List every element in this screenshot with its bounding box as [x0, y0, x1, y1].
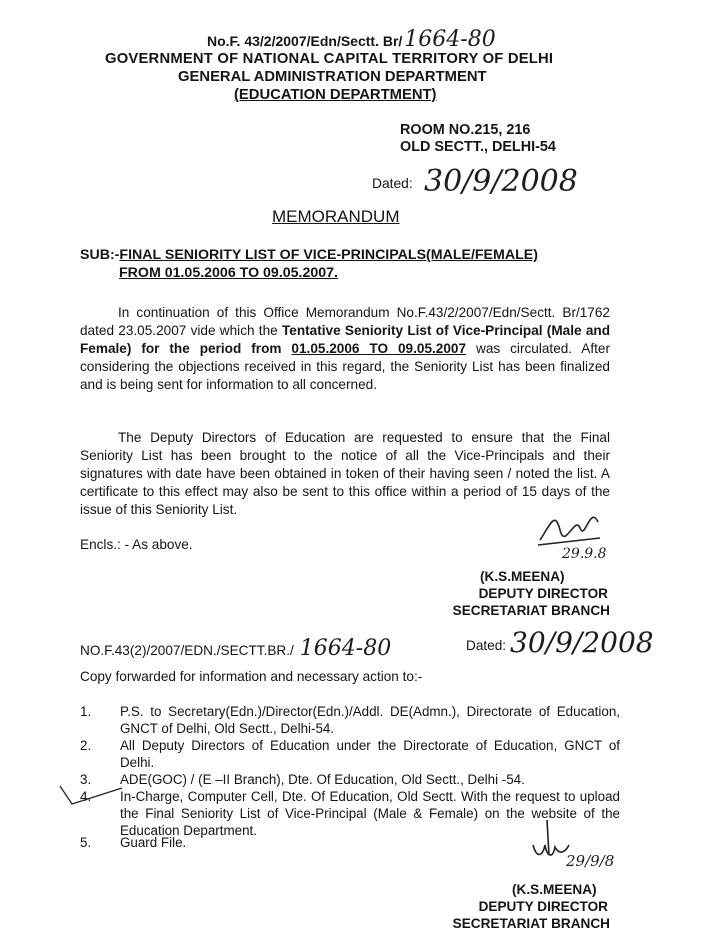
signature-1-scribble	[530, 500, 620, 550]
para1-text-1: In continuation of this Office Memorandum No.F.43/2/2007/Edn/Sectt. Br/1762 dated 23.05.2007 vide which the	[80, 305, 610, 338]
department-heading: GENERAL ADMINISTRATION DEPARTMENT	[178, 69, 487, 85]
copy-handwritten-date: 30/9/2008	[510, 626, 654, 659]
signatory-branch: SECRETARIAT BRANCH	[452, 603, 610, 618]
copy-date-label: Dated:	[466, 638, 507, 653]
handwritten-file-number: 1664-80	[404, 27, 496, 52]
para1-text-2: was circulated. After considering the objections received in this regard, the Seniority List has been finalized and is being sent for information to all concerned.	[80, 341, 611, 392]
list-item-text: In-Charge, Computer Cell, Dte. Of Education, Old Sectt. With the request to upload the Final Seniority List of Vice-Principal (Male & Female) on the website of the Education Department.	[120, 789, 620, 838]
list-item-number: 5.	[80, 835, 92, 850]
signature-block-2	[430, 881, 610, 932]
signatory-name: (K.S.MEENA)	[512, 882, 597, 897]
date-label: Dated:	[372, 176, 413, 191]
signature-block-1	[430, 568, 610, 619]
enclosures-note: Encls.: - As above.	[80, 537, 193, 552]
copy-handwritten-file-number: 1664-80	[299, 636, 392, 661]
memorandum-title: MEMORANDUM	[272, 207, 400, 226]
government-heading: GOVERNMENT OF NATIONAL CAPITAL TERRITORY OF DELHI	[105, 51, 554, 67]
subject-text: FINAL SENIORITY LIST OF VICE-PRINCIPALS(MALE/FEMALE)	[119, 247, 538, 263]
list-item-text: All Deputy Directors of Education under the Directorate of Education, GNCT of Delhi.	[120, 738, 620, 770]
list-item-number: 1.	[80, 704, 92, 719]
paragraph-continuation	[80, 304, 610, 394]
list-item-number: 3.	[80, 772, 92, 787]
paragraph-request: The Deputy Directors of Education are requested to ensure that the Final Seniority List has been brought to the notice of all the Vice-Principals and their signatures with date have been obtained in token of their having seen / noted the list. A certificate to this effect may also be sent to this office within a period of 15 days of the issue of this Seniority List.	[80, 430, 610, 517]
signatory-branch: SECRETARIAT BRANCH	[452, 916, 610, 931]
signatory-designation: DEPUTY DIRECTOR	[478, 899, 608, 914]
file-number-text: No.F. 43/2/2007/Edn/Sectt. Br/	[207, 33, 403, 49]
list-item-text: ADE(GOC) / (E –II Branch), Dte. Of Education, Old Sectt., Delhi -54.	[120, 772, 525, 787]
pen-tick-mark	[58, 780, 128, 810]
list-item-text: P.S. to Secretary(Edn.)/Director(Edn.)/Addl. DE(Admn.), Directorate of Education, GNCT of Delhi, Old Sectt., Delhi-54.	[120, 704, 620, 736]
signature-1-date: 29.9.8	[562, 546, 607, 562]
copy-file-number-text: NO.F.43(2)/2007/EDN./SECTT.BR./	[80, 643, 294, 658]
signature-2-date: 29/9/8	[566, 852, 615, 870]
subject-line-1	[80, 247, 538, 263]
sub-department-heading: (EDUCATION DEPARTMENT)	[234, 87, 437, 103]
para1-bold-text: Tentative Seniority List of Vice-Principal (Male and Female) for the period from	[80, 323, 610, 356]
para1-period: 01.05.2006 TO 09.05.2007	[291, 341, 467, 356]
copy-forward-intro: Copy forwarded for information and necessary action to:-	[80, 669, 423, 684]
office-address: OLD SECTT., DELHI-54	[400, 139, 556, 155]
handwritten-date: 30/9/2008	[424, 164, 578, 199]
room-number: ROOM NO.215, 216	[400, 122, 531, 138]
subject-line-2: FROM 01.05.2006 TO 09.05.2007.	[119, 265, 338, 281]
copy-file-number	[80, 636, 391, 661]
list-item-text: Guard File.	[120, 835, 187, 850]
subject-prefix: SUB:-	[80, 247, 120, 263]
list-item-number: 4.	[80, 789, 92, 804]
list-item-number: 2.	[80, 738, 92, 753]
file-number	[207, 27, 496, 52]
signatory-designation: DEPUTY DIRECTOR	[478, 586, 608, 601]
signatory-name: (K.S.MEENA)	[480, 569, 565, 584]
